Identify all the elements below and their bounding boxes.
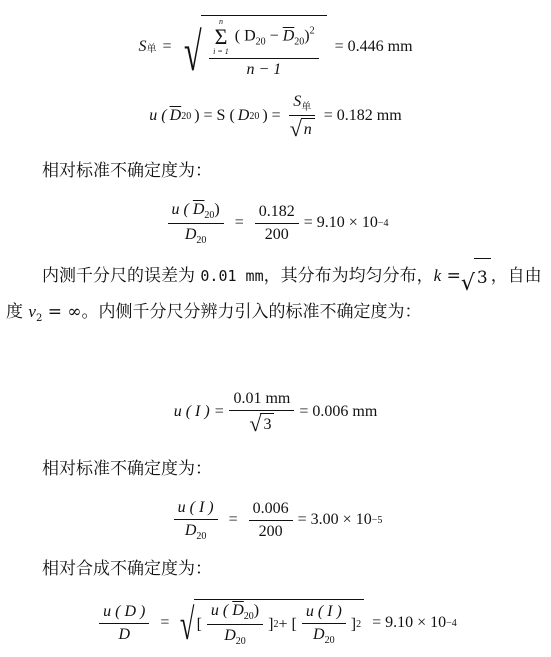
summation-icon: n Σ i = 1 [213, 17, 229, 56]
eq3-num-d: $\overline{D}$ [192, 200, 205, 218]
equation-relative-1 [0, 196, 551, 250]
eq2-dbar: $\overline{D}$ [169, 107, 182, 124]
eq2-mid2: ) = [262, 107, 281, 124]
text2-k: k [433, 266, 442, 285]
eq6-radicand [194, 599, 365, 647]
eq1-radicand [201, 15, 326, 79]
eq5-num2: 0.006 [249, 500, 293, 521]
text2-v-sub: 2 [35, 313, 43, 324]
eq5-fraction-a [174, 499, 218, 542]
eq2-denominator [286, 116, 319, 140]
eq5-result-sup: −5 [371, 514, 383, 526]
eq3-den-d: D [184, 225, 197, 243]
eq3-num-u: u ( [171, 200, 189, 218]
eq6-bracket-open: [ [196, 615, 202, 633]
text2-v: v [28, 302, 36, 321]
eq6-plus: + [ [278, 615, 297, 633]
eq6-denominator: D [118, 625, 131, 643]
eq1-sum-top: n [218, 17, 223, 26]
eq4-sqrt [249, 410, 274, 436]
eq5-denominator [181, 520, 211, 542]
sqrt-symbol-icon: √ [289, 115, 302, 141]
eq4-lhs: u ( I ) = [173, 403, 225, 420]
eq6-inner-num-1 [207, 602, 263, 625]
eq6-bracket-close-2: ] [350, 615, 357, 633]
eq6-inner-fraction-1 [207, 602, 263, 647]
eq1-num-open: ( D [234, 27, 256, 45]
eq5-den2: 200 [258, 522, 283, 540]
eq2-sqrt-n: n [301, 118, 315, 140]
eq6-in-den-sub: 20 [235, 636, 246, 647]
eq6-sq: 2 [273, 619, 279, 630]
eq2-sqrt [289, 115, 315, 141]
eq3-den-sub: 20 [196, 234, 207, 246]
eq6-equals: = [160, 614, 170, 631]
eq4-fraction [229, 390, 294, 435]
text2-eq: = [441, 266, 461, 286]
eq6-result: = 9.10 × 10 [372, 614, 447, 631]
eq1-lhs-sub: 单 [146, 43, 157, 55]
eq1-num-close: ) [304, 27, 310, 45]
eq6-in-u: u ( [210, 602, 229, 619]
eq4-denominator [245, 411, 278, 435]
sqrt-symbol-icon: √ [180, 600, 195, 649]
eq6-numerator: u ( D ) [99, 603, 149, 624]
equation-combined [0, 592, 551, 654]
eq3-den2: 200 [264, 225, 289, 243]
eq3-denominator [181, 224, 211, 246]
eq2-dbar-sub: 20 [181, 110, 192, 122]
text-micrometer-error [6, 258, 546, 336]
eq3-fraction-a [168, 201, 224, 246]
eq6-in-sub: 20 [243, 611, 254, 622]
eq5-fraction-b [249, 500, 293, 541]
equation-u-dbar [0, 88, 551, 144]
eq2-result: = 0.182 mm [323, 107, 402, 124]
text2-part2: ，其分布为均匀分布， [263, 266, 434, 286]
eq1-num-sub1: 20 [255, 36, 266, 48]
text2-part4: = ∞。内侧千分尺分辨力引入的标准不确定度为： [42, 302, 422, 322]
eq1-num-sup: 2 [309, 25, 315, 37]
eq4-numerator: 0.01 mm [229, 390, 294, 411]
eq3-numerator [168, 201, 224, 224]
eq4-sqrt-3: 3 [260, 413, 274, 435]
equation-s-single [0, 8, 551, 86]
equation-relative-2 [0, 494, 551, 546]
eq5-result: = 3.00 × 10 [297, 511, 372, 528]
eq5-den-sub: 20 [196, 530, 207, 542]
eq5-numerator: u ( I ) [174, 499, 218, 520]
eq6-fraction-lhs [99, 603, 149, 644]
eq1-fraction [209, 18, 318, 79]
eq1-equals: = [162, 38, 172, 55]
text-combined-uncertainty: 相对合成不确定度为： [42, 559, 212, 579]
eq2-u: u ( [149, 107, 167, 124]
eq6-sqrt [175, 599, 364, 647]
eq2-num-sub: 单 [301, 101, 312, 113]
eq6-sq2: 2 [356, 619, 362, 630]
eq3-num-close: ) [214, 200, 220, 218]
eq2-d-sub: 20 [249, 110, 260, 122]
eq5-den-d: D [184, 521, 197, 539]
eq6-in-d: $\overline{D}$ [232, 602, 244, 619]
eq3-num-sub: 20 [204, 209, 215, 221]
eq1-num-minus: − [265, 27, 283, 45]
eq2-d: D [237, 107, 250, 124]
eq6-in2-num: u ( I ) [302, 603, 346, 624]
sqrt-symbol-icon: √ [249, 410, 262, 436]
eq3-num2: 0.182 [255, 203, 299, 224]
eq6-inner-fraction-2 [302, 603, 346, 646]
eq2-numerator [289, 93, 315, 116]
sqrt-symbol-icon: √ [460, 271, 475, 296]
text2-part3: ，自由度 [6, 266, 542, 322]
eq6-in-close: ) [253, 602, 260, 619]
eq3-fraction-b [255, 203, 299, 244]
text2-part1: 内测千分尺的误差为 [42, 266, 201, 286]
text-relative-uncertainty-2: 相对标准不确定度为： [42, 459, 212, 479]
eq5-equals: = [228, 511, 238, 528]
eq6-inner-den-1 [220, 625, 250, 647]
eq6-bracket-close: ] [268, 615, 274, 633]
equation-u-i [0, 384, 551, 440]
eq1-num-sub2: 20 [294, 36, 305, 48]
eq6-in2-den-sub: 20 [324, 635, 335, 646]
text2-sqrt3: 3 [474, 258, 491, 295]
eq2-fraction [286, 93, 319, 140]
eq4-result: = 0.006 mm [299, 403, 378, 420]
eq1-result: = 0.446 mm [334, 38, 413, 55]
eq3-equals: = [234, 214, 244, 231]
eq6-result-sup: −4 [446, 617, 457, 629]
eq3-result-sup: −4 [377, 217, 389, 229]
eq1-sum-bottom: i = 1 [213, 47, 229, 56]
text2-sqrt [461, 258, 491, 295]
eq1-denominator: n − 1 [246, 61, 282, 78]
eq1-num-dbar: $\overline{D}$ [282, 27, 295, 45]
eq1-lhs: S [138, 38, 147, 55]
sqrt-symbol-icon: √ [183, 22, 202, 82]
eq6-in-den-d: D [224, 627, 236, 644]
eq2-num-s: S [293, 92, 302, 110]
eq6-in2-den-d: D [313, 626, 325, 643]
text2-value: 0.01 mm [200, 267, 264, 285]
text-relative-uncertainty-1: 相对标准不确定度为： [42, 161, 212, 181]
eq6-inner-den-2 [309, 624, 339, 646]
eq1-numerator [209, 18, 318, 59]
eq2-mid: ) = S ( [194, 107, 235, 124]
eq1-sqrt [178, 15, 327, 82]
eq3-result: = 9.10 × 10 [303, 214, 378, 231]
